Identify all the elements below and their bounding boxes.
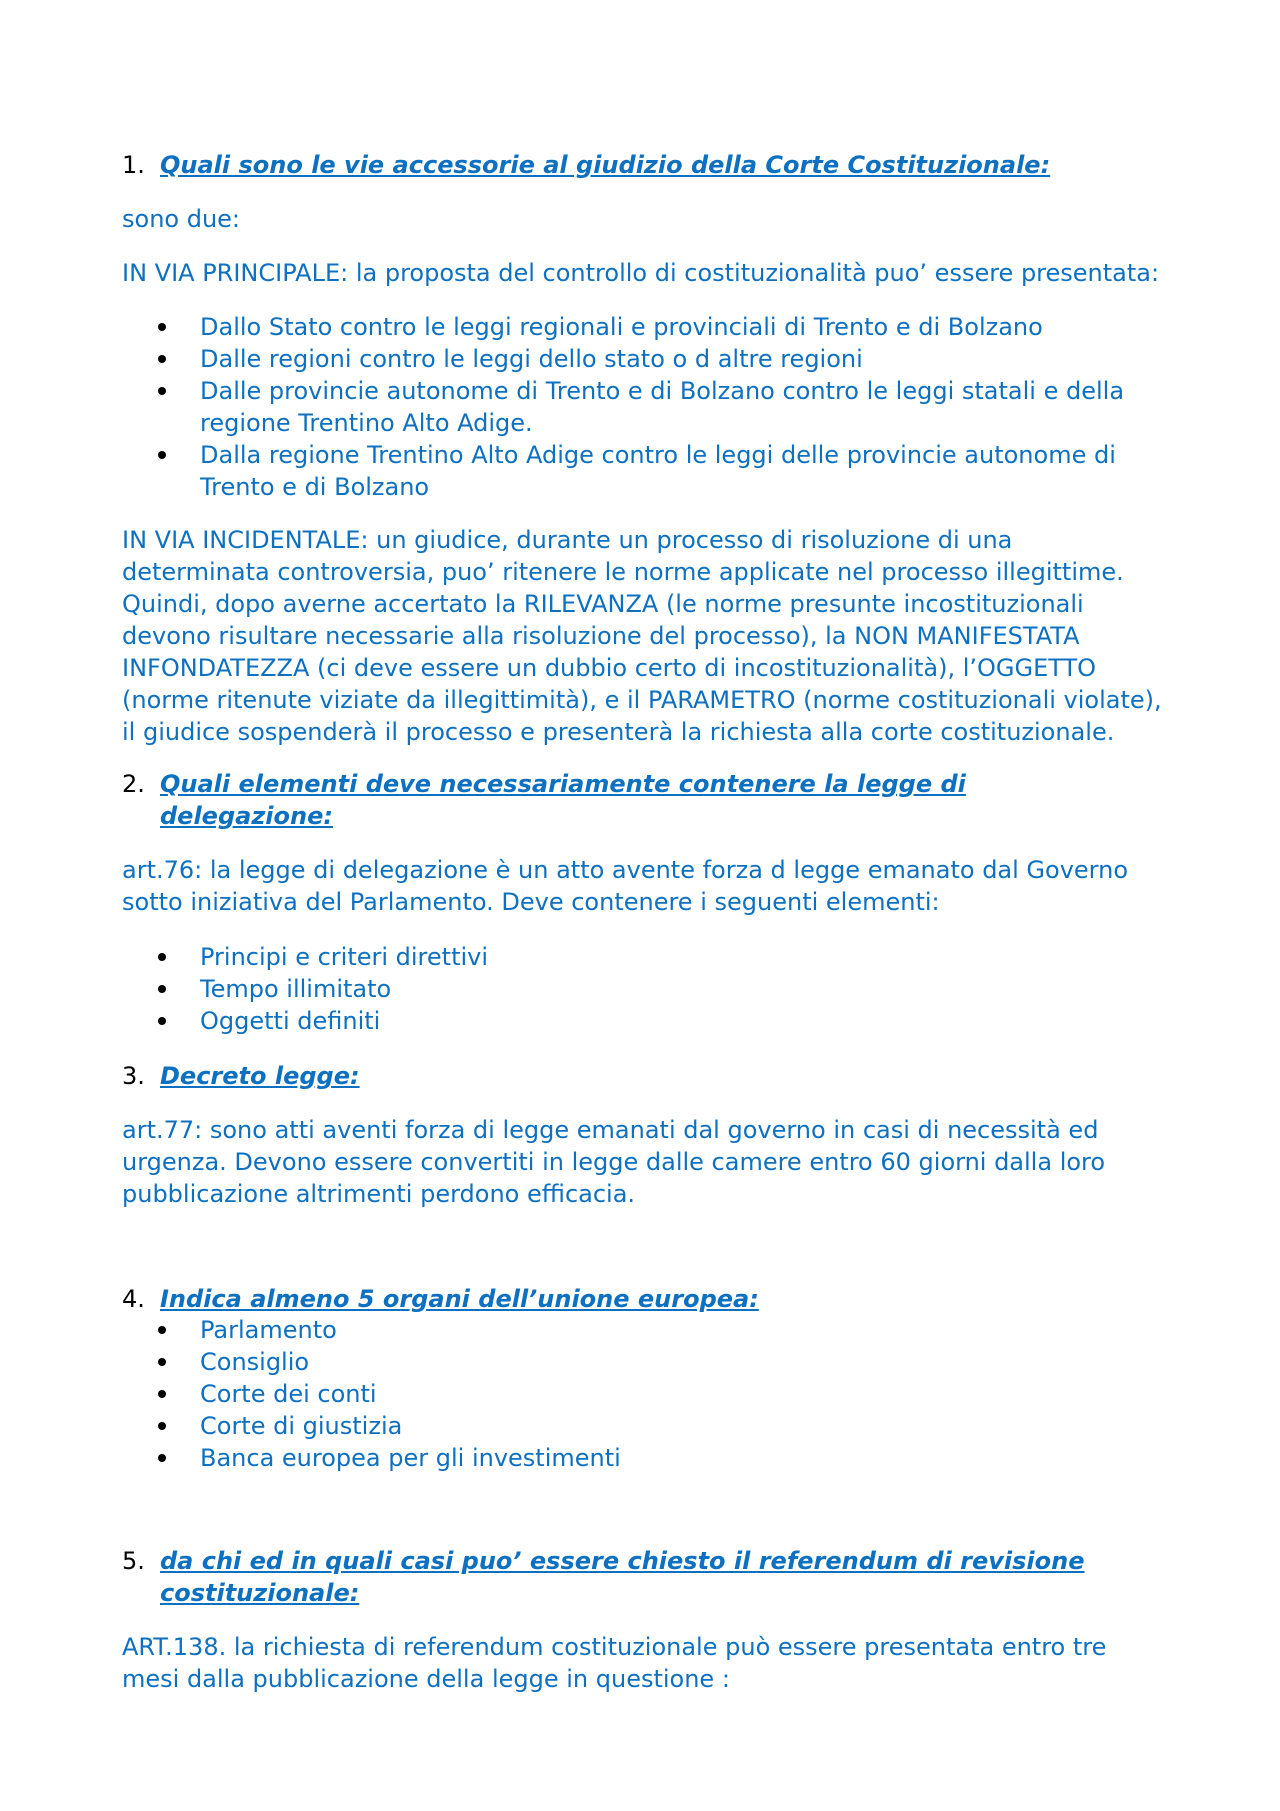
bullet-icon bbox=[158, 1422, 166, 1430]
section-5-paragraph: ART.138. la richiesta di referendum costituzionale può essere presentata entro tre mesi dalla pubblicazione della legge in questione : bbox=[122, 1633, 1107, 1693]
list-item: Parlamento bbox=[122, 1314, 1162, 1346]
section-1-principale-list bbox=[122, 311, 1162, 503]
bullet-icon bbox=[158, 451, 166, 459]
bullet-icon bbox=[158, 355, 166, 363]
question-5-heading bbox=[122, 1545, 1140, 1609]
section-1-incidentale-paragraph: IN VIA INCIDENTALE: un giudice, durante un processo di risoluzione di una determinata controversia, puo’ ritenere le norme applicate nel processo illegittime. Quindi, dopo averne accertato la RILEVANZA (le norme presunte incostituzionali devono risultare necessarie alla risoluzione del processo), la NON MANIFESTATA INFONDATEZZA (ci deve essere un dubbio certo di incostituzionalità), l’OGGETTO (norme ritenute viziate da illegittimità), e il PARAMETRO (norme costituzionali violate), il giudice sospenderà il processo e presenterà la richiesta alla corte costituzionale. bbox=[122, 526, 1162, 746]
bullet-icon bbox=[158, 1454, 166, 1462]
bullet-icon bbox=[158, 387, 166, 395]
list-item: Consiglio bbox=[122, 1346, 1162, 1378]
question-5-text: da chi ed in quali casi puo’ essere chiesto il referendum di revisione costituzionale: bbox=[160, 1547, 1085, 1607]
list-item: Principi e criteri direttivi bbox=[122, 941, 1162, 973]
bullet-icon bbox=[158, 1017, 166, 1025]
list-item: Banca europea per gli investimenti bbox=[122, 1442, 1162, 1474]
list-item: Dallo Stato contro le leggi regionali e provinciali di Trento e di Bolzano bbox=[122, 311, 1162, 343]
question-1-number: 1. bbox=[122, 151, 145, 179]
list-item: Dalle provincie autonome di Trento e di Bolzano contro le leggi statali e della regione Trentino Alto Adige. bbox=[122, 375, 1162, 439]
section-4-list bbox=[122, 1314, 1162, 1474]
list-item: Corte di giustizia bbox=[122, 1410, 1162, 1442]
question-3-text: Decreto legge: bbox=[160, 1062, 360, 1090]
question-2-number: 2. bbox=[122, 770, 145, 798]
question-4-heading bbox=[122, 1283, 1140, 1315]
list-item: Oggetti definiti bbox=[122, 1005, 1162, 1037]
section-2-list bbox=[122, 941, 1162, 1037]
section-3-paragraph: art.77: sono atti aventi forza di legge emanati dal governo in casi di necessità ed urgenza. Devono essere convertiti in legge dalle camere entro 60 giorni dalla loro pubblicazione altrimenti perdono efficacia. bbox=[122, 1116, 1106, 1208]
bullet-icon bbox=[158, 953, 166, 961]
question-3-heading bbox=[122, 1060, 1140, 1092]
question-1-text: Quali sono le vie accessorie al giudizio della Corte Costituzionale: bbox=[160, 151, 1051, 179]
section-1-intro: sono due: bbox=[122, 205, 241, 233]
question-5-number: 5. bbox=[122, 1547, 145, 1575]
list-item: Corte dei conti bbox=[122, 1378, 1162, 1410]
list-item: Dalla regione Trentino Alto Adige contro le leggi delle provincie autonome di Trento e di Bolzano bbox=[122, 439, 1162, 503]
bullet-icon bbox=[158, 1326, 166, 1334]
question-3-number: 3. bbox=[122, 1062, 145, 1090]
question-4-number: 4. bbox=[122, 1285, 145, 1313]
question-1-heading bbox=[122, 149, 1140, 181]
question-4-text: Indica almeno 5 organi dell’unione europea: bbox=[160, 1285, 759, 1313]
list-item: Dalle regioni contro le leggi dello stato o d altre regioni bbox=[122, 343, 1162, 375]
bullet-icon bbox=[158, 1358, 166, 1366]
list-item: Tempo illimitato bbox=[122, 973, 1162, 1005]
question-2-heading bbox=[122, 768, 1020, 832]
bullet-icon bbox=[158, 985, 166, 993]
section-1-principale-paragraph: IN VIA PRINCIPALE: la proposta del controllo di costituzionalità puo’ essere presentata: bbox=[122, 259, 1160, 287]
section-2-paragraph: art.76: la legge di delegazione è un atto avente forza d legge emanato dal Governo sotto iniziativa del Parlamento. Deve contenere i seguenti elementi: bbox=[122, 856, 1129, 916]
bullet-icon bbox=[158, 323, 166, 331]
question-2-text: Quali elementi deve necessariamente contenere la legge di delegazione: bbox=[160, 770, 966, 830]
bullet-icon bbox=[158, 1390, 166, 1398]
